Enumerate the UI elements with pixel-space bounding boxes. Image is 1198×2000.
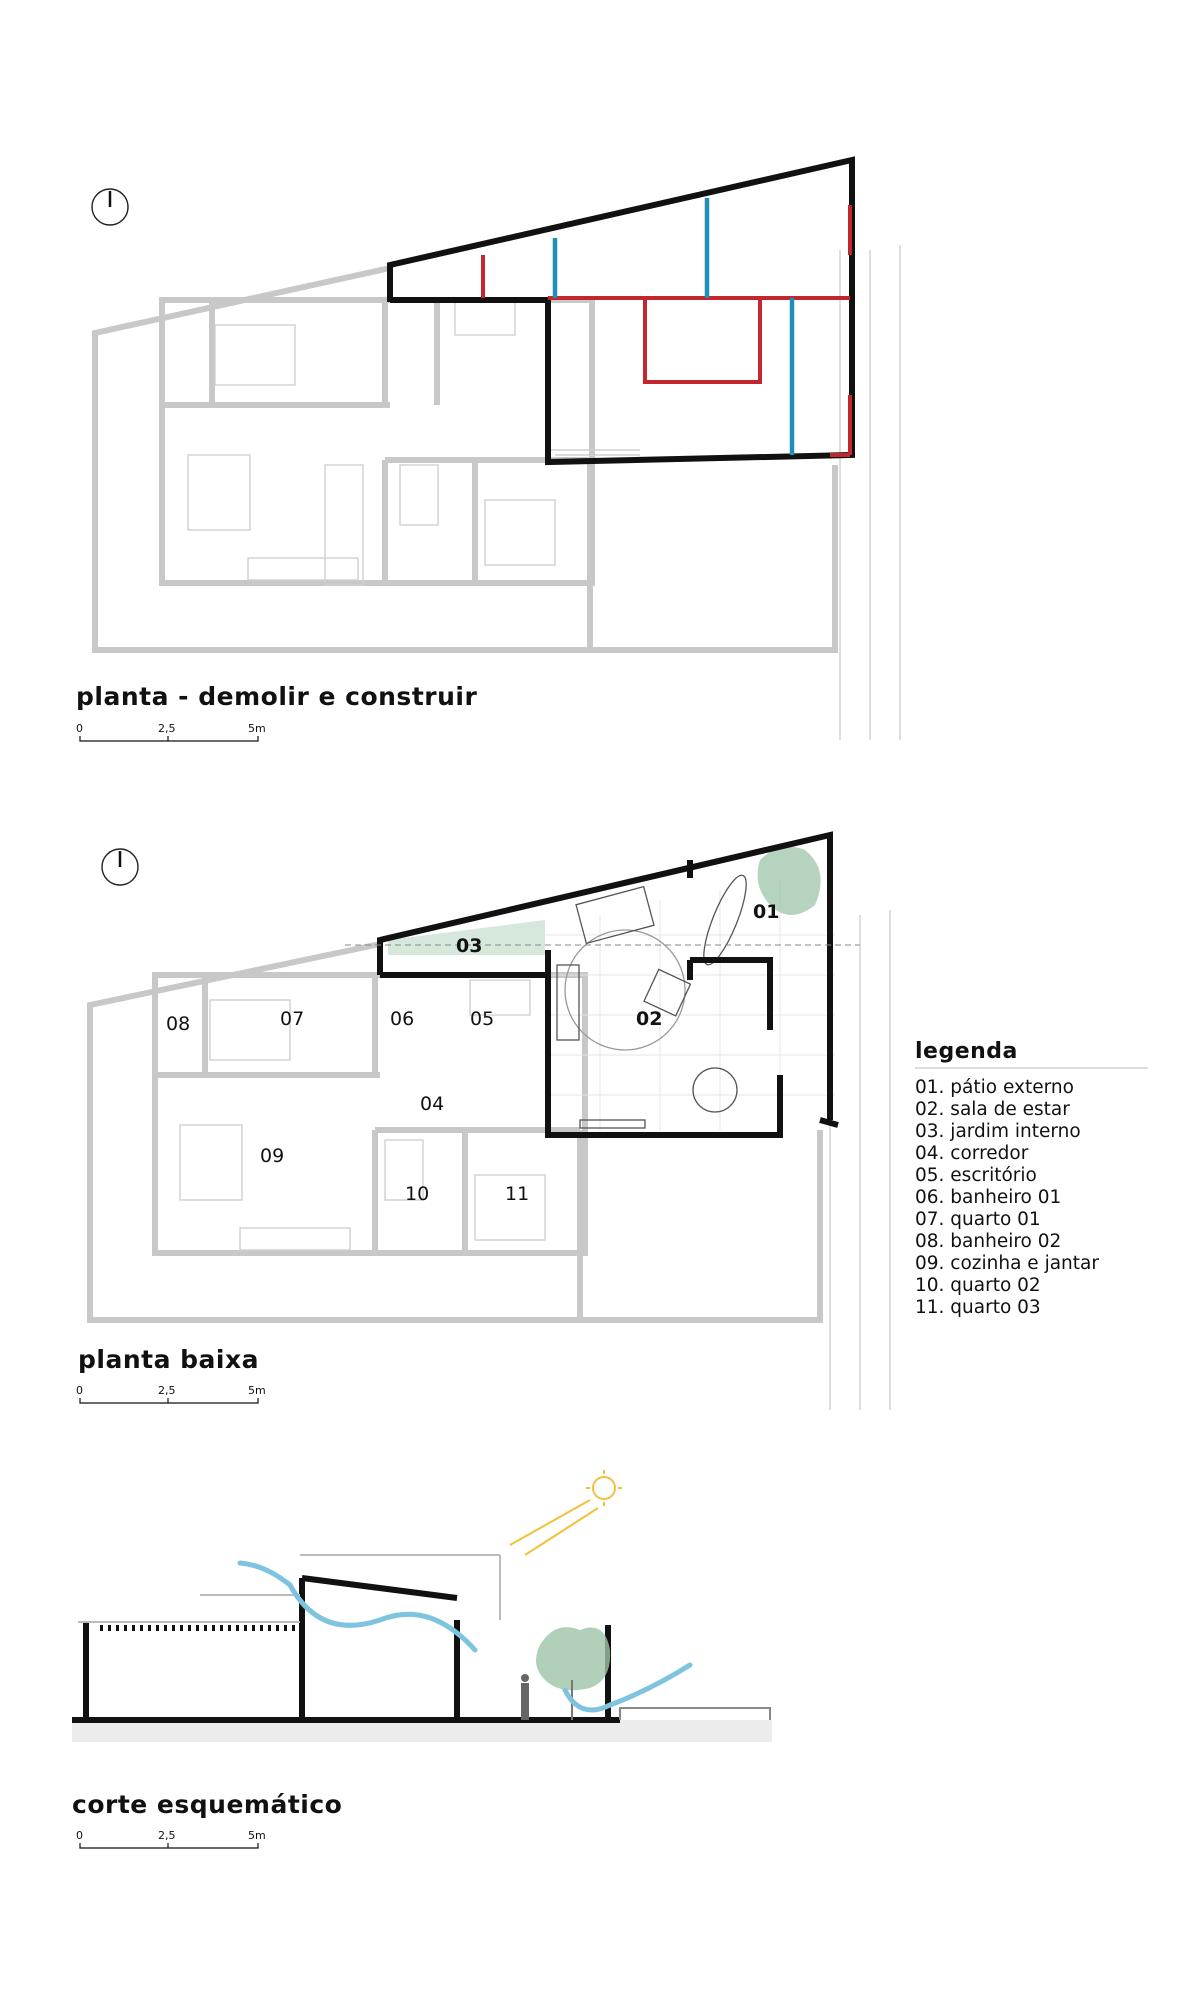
room-06: 06 (390, 1008, 415, 1030)
legend-item: 08. banheiro 02 (915, 1231, 1062, 1252)
scale-0: 0 (76, 1829, 83, 1842)
north-arrow-icon (92, 189, 128, 225)
new-walls (390, 160, 852, 462)
legend-item: 09. cozinha e jantar (915, 1253, 1099, 1274)
schematic-section (72, 1470, 772, 1848)
room-01: 01 (753, 901, 780, 923)
plan2-title: planta baixa (78, 1345, 259, 1374)
room-03: 03 (456, 935, 483, 957)
airflow-icon (240, 1563, 690, 1710)
room-09: 09 (260, 1145, 285, 1167)
person-icon (521, 1674, 529, 1720)
demolish-walls (483, 205, 850, 455)
legend-item: 02. sala de estar (915, 1099, 1070, 1120)
legend-item: 05. escritório (915, 1165, 1037, 1186)
plan-demolish-construct (76, 160, 900, 741)
sun-icon (510, 1470, 622, 1555)
legend-item: 07. quarto 01 (915, 1209, 1041, 1230)
plan-ground-floor (76, 835, 890, 1410)
room-11: 11 (505, 1183, 530, 1205)
floor-grid (545, 880, 835, 1130)
scale-mid: 2,5 (158, 722, 176, 735)
legend-item: 06. banheiro 01 (915, 1187, 1062, 1208)
scale-end: 5m (248, 1384, 266, 1397)
legend-title: legenda (915, 1039, 1018, 1064)
legend (915, 1039, 1148, 1318)
scale-bar-plan2 (76, 1384, 266, 1403)
existing-section (78, 1555, 500, 1622)
existing-furniture (180, 910, 890, 1410)
room-02: 02 (636, 1008, 663, 1030)
scale-0: 0 (76, 1384, 83, 1397)
scale-mid: 2,5 (158, 1384, 176, 1397)
legend-item: 01. pátio externo (915, 1077, 1074, 1098)
scale-end: 5m (248, 722, 266, 735)
scale-bar-plan1 (76, 722, 266, 741)
scale-mid: 2,5 (158, 1829, 176, 1842)
ground (72, 1720, 772, 1742)
legend-item: 03. jardim interno (915, 1121, 1081, 1142)
section-title: corte esquemático (72, 1790, 343, 1819)
room-10: 10 (405, 1183, 430, 1205)
scale-bar-section (76, 1829, 266, 1848)
legend-item: 04. corredor (915, 1143, 1029, 1164)
room-04: 04 (420, 1093, 445, 1115)
room-07: 07 (280, 1008, 305, 1030)
room-labels (166, 901, 779, 1205)
room-08: 08 (166, 1013, 191, 1035)
north-arrow-icon (102, 849, 138, 885)
legend-item: 10. quarto 02 (915, 1275, 1041, 1296)
tree-icon (536, 1627, 610, 1720)
legend-item: 11. quarto 03 (915, 1297, 1041, 1318)
plan1-title: planta - demolir e construir (76, 682, 478, 711)
room-05: 05 (470, 1008, 495, 1030)
section-walls (86, 1578, 608, 1720)
scale-0: 0 (76, 722, 83, 735)
scale-end: 5m (248, 1829, 266, 1842)
